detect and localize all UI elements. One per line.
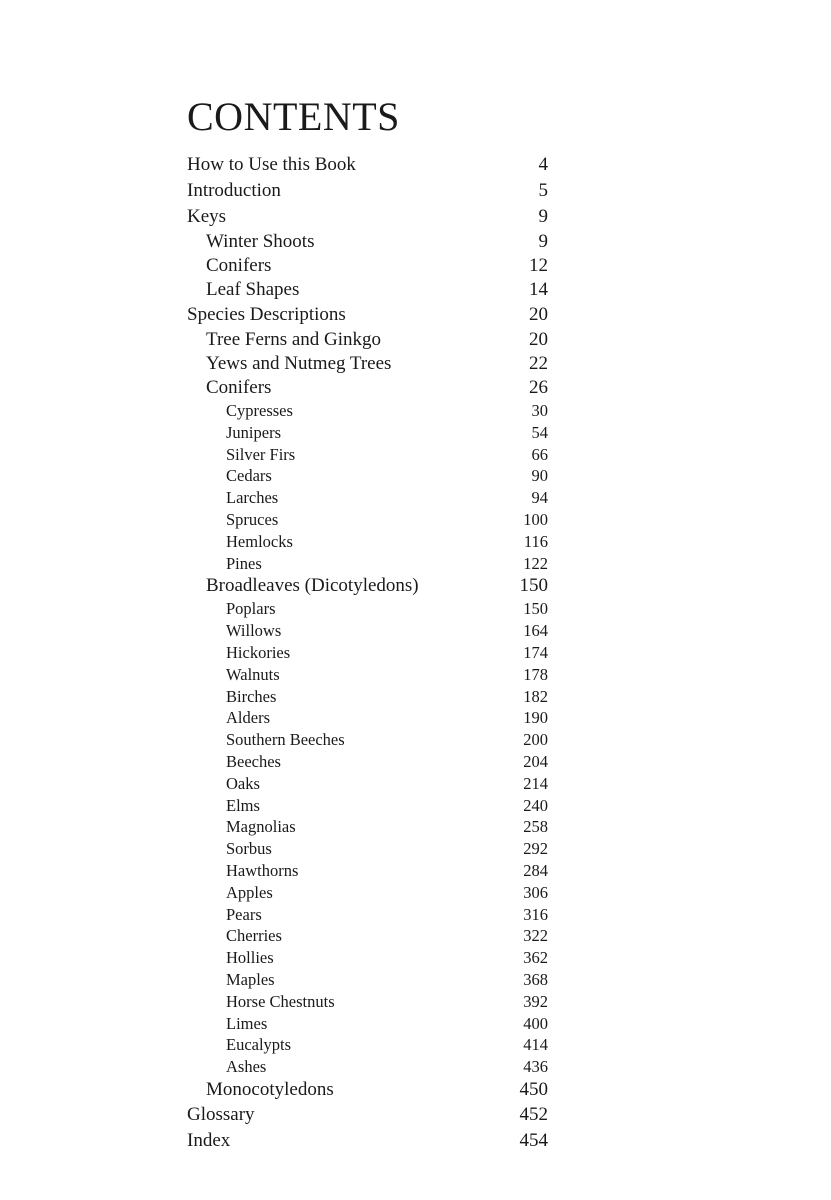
toc-entry-page-number: 362	[523, 948, 548, 968]
toc-entry	[187, 773, 548, 795]
toc-entry-page-number: 100	[523, 509, 548, 529]
toc-entry-label: Winter Shoots	[206, 231, 315, 252]
toc-entry	[187, 664, 548, 686]
toc-entry	[187, 178, 548, 204]
toc-entry-page-number: 392	[523, 991, 548, 1011]
toc-entry-page-number: 174	[523, 642, 548, 662]
toc-entry-label: Limes	[226, 1013, 268, 1033]
toc-entry-page-number: 452	[519, 1103, 548, 1125]
toc-entry	[187, 444, 548, 466]
toc-entry	[187, 376, 548, 400]
toc-entry-page-number: 26	[529, 377, 548, 398]
toc-entry-label: Conifers	[206, 377, 272, 398]
toc-entry-page-number: 22	[529, 353, 548, 374]
toc-entry	[187, 707, 548, 729]
toc-entry-label: Cypresses	[226, 401, 293, 420]
toc-entry-label: Cherries	[226, 926, 282, 946]
toc-entry	[187, 1056, 548, 1078]
toc-entry-page-number: 316	[523, 904, 548, 924]
toc-entry	[187, 882, 548, 904]
toc-entry-label: Hemlocks	[226, 531, 293, 551]
toc-entry-page-number: 20	[529, 304, 548, 325]
toc-entry-page-number: 200	[523, 730, 548, 750]
toc-entry	[187, 795, 548, 817]
toc-entry	[187, 1078, 548, 1102]
toc-entry-label: Larches	[226, 488, 279, 508]
toc-entry-page-number: 292	[523, 839, 548, 859]
toc-entry-label: Elms	[226, 795, 260, 815]
toc-entry-page-number: 116	[523, 531, 548, 551]
toc-entry	[187, 751, 548, 773]
toc-entry-label: Introduction	[187, 180, 281, 201]
toc-entry	[187, 422, 548, 444]
toc-entry-label: Oaks	[226, 773, 260, 793]
toc-entry	[187, 816, 548, 838]
toc-entry-page-number: 182	[523, 686, 548, 706]
toc-entry-label: Sorbus	[226, 839, 272, 859]
toc-entry-label: Birches	[226, 686, 277, 706]
table-of-contents	[187, 152, 548, 1154]
toc-entry-page-number: 9	[538, 206, 548, 227]
toc-entry-page-number: 12	[529, 255, 548, 276]
toc-entry	[187, 1128, 548, 1154]
toc-entry-page-number: 436	[523, 1057, 548, 1077]
toc-entry-page-number: 150	[519, 575, 548, 597]
toc-entry	[187, 860, 548, 882]
toc-entry-page-number: 30	[531, 401, 548, 420]
toc-entry-page-number: 4	[538, 154, 548, 175]
toc-entry-page-number: 5	[538, 180, 548, 201]
toc-entry-page-number: 214	[523, 773, 548, 793]
toc-entry-label: Leaf Shapes	[206, 279, 300, 300]
toc-entry-label: Species Descriptions	[187, 304, 346, 325]
toc-entry-label: Walnuts	[226, 664, 280, 684]
toc-entry-page-number: 400	[523, 1013, 548, 1033]
toc-entry-label: Junipers	[226, 422, 281, 442]
toc-entry-label: Glossary	[187, 1103, 255, 1125]
toc-entry	[187, 574, 548, 598]
toc-entry-page-number: 14	[529, 279, 548, 300]
toc-entry	[187, 400, 548, 422]
toc-entry-page-number: 150	[523, 599, 548, 619]
toc-entry-page-number: 414	[523, 1035, 548, 1055]
toc-entry-label: Horse Chestnuts	[226, 991, 335, 1011]
toc-entry	[187, 729, 548, 751]
toc-entry	[187, 230, 548, 254]
toc-entry-label: Conifers	[206, 255, 272, 276]
toc-entry-label: Monocotyledons	[206, 1078, 334, 1100]
toc-entry-label: Pines	[226, 553, 262, 573]
toc-entry-label: Yews and Nutmeg Trees	[206, 353, 392, 374]
toc-entry-page-number: 258	[523, 817, 548, 837]
toc-entry-label: Southern Beeches	[226, 730, 345, 750]
toc-entry	[187, 620, 548, 642]
toc-entry-page-number: 20	[529, 329, 548, 350]
toc-entry-label: Ashes	[226, 1057, 267, 1077]
toc-entry-label: Hickories	[226, 642, 291, 662]
toc-entry	[187, 152, 548, 178]
toc-entry-page-number: 54	[531, 422, 548, 442]
toc-entry	[187, 553, 548, 575]
toc-entry	[187, 598, 548, 620]
toc-entry-label: Index	[187, 1129, 231, 1151]
toc-entry	[187, 1013, 548, 1035]
toc-entry	[187, 686, 548, 708]
toc-entry	[187, 947, 548, 969]
toc-entry	[187, 531, 548, 553]
toc-entry-label: Alders	[226, 708, 270, 728]
toc-entry-label: Beeches	[226, 751, 281, 771]
toc-entry	[187, 991, 548, 1013]
toc-entry-label: Poplars	[226, 599, 276, 619]
toc-entry	[187, 925, 548, 947]
toc-entry	[187, 352, 548, 376]
toc-entry-label: Willows	[226, 621, 282, 641]
toc-entry	[187, 254, 548, 278]
toc-entry	[187, 487, 548, 509]
toc-entry-page-number: 178	[523, 664, 548, 684]
toc-entry-page-number: 66	[531, 444, 548, 464]
toc-entry-label: Broadleaves (Dicotyledons)	[206, 575, 419, 597]
toc-entry-page-number: 164	[523, 621, 548, 641]
toc-entry-page-number: 450	[519, 1078, 548, 1100]
page-title: CONTENTS	[187, 94, 400, 139]
toc-entry-page-number: 204	[523, 751, 548, 771]
toc-entry-page-number: 454	[519, 1129, 548, 1151]
toc-entry-label: How to Use this Book	[187, 154, 356, 175]
toc-entry-label: Keys	[187, 206, 227, 227]
toc-entry-label: Silver Firs	[226, 444, 296, 464]
toc-entry-page-number: 122	[523, 553, 548, 573]
toc-entry-label: Spruces	[226, 509, 279, 529]
toc-entry	[187, 204, 548, 230]
toc-entry-label: Eucalypts	[226, 1035, 292, 1055]
toc-entry-page-number: 368	[523, 969, 548, 989]
toc-entry	[187, 328, 548, 352]
toc-entry	[187, 904, 548, 926]
toc-entry	[187, 642, 548, 664]
toc-entry	[187, 278, 548, 302]
toc-entry	[187, 838, 548, 860]
toc-entry-page-number: 284	[523, 860, 548, 880]
toc-entry	[187, 509, 548, 531]
toc-entry-page-number: 322	[523, 926, 548, 946]
toc-entry-label: Hawthorns	[226, 860, 299, 880]
toc-entry-label: Apples	[226, 882, 273, 902]
toc-entry-label: Pears	[226, 904, 262, 924]
toc-entry	[187, 302, 548, 328]
toc-entry-page-number: 90	[531, 466, 548, 486]
toc-entry-page-number: 9	[538, 231, 548, 252]
toc-entry	[187, 969, 548, 991]
toc-entry-page-number: 94	[531, 488, 548, 508]
toc-entry	[187, 1034, 548, 1056]
toc-entry-label: Maples	[226, 969, 275, 989]
toc-entry-page-number: 240	[523, 795, 548, 815]
toc-entry-label: Cedars	[226, 466, 272, 486]
toc-entry-label: Hollies	[226, 948, 274, 968]
toc-entry-page-number: 306	[523, 882, 548, 902]
toc-entry-label: Tree Ferns and Ginkgo	[206, 329, 382, 350]
toc-entry	[187, 1102, 548, 1128]
toc-entry-label: Magnolias	[226, 817, 296, 837]
toc-entry-page-number: 190	[523, 708, 548, 728]
toc-entry	[187, 465, 548, 487]
